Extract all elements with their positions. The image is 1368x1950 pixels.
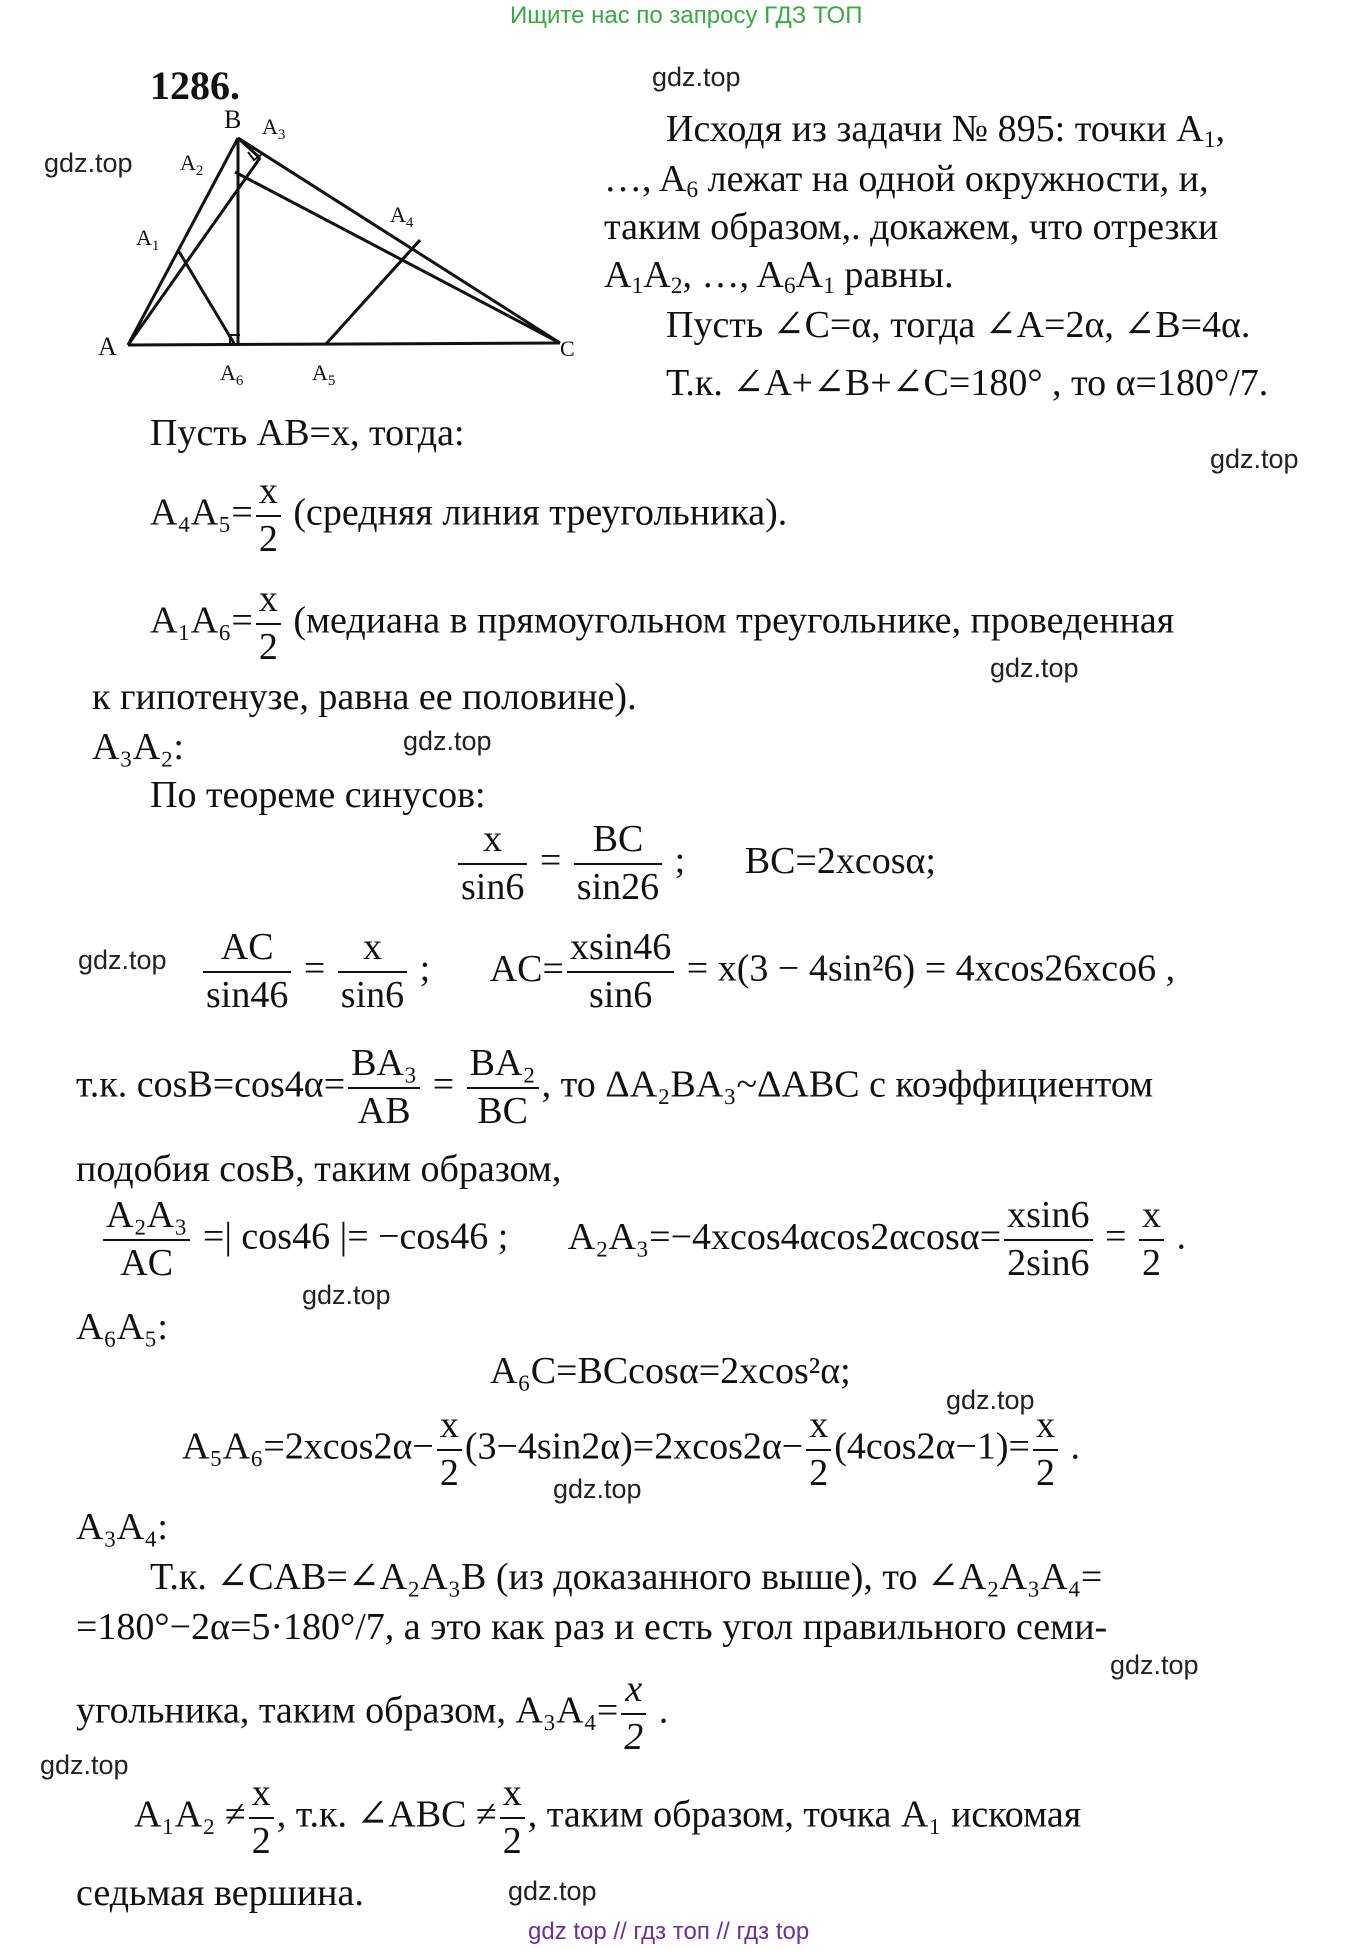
equation-5: A₅A₆=2xcos2α− $\frac{x}{2}$ (3−4sin2α)=2xcos2α− $\frac{x}{2}$ (4cos2α−1)= $\frac{x}{2}$ . — [182, 1404, 1080, 1494]
segment-a2c — [235, 172, 560, 343]
section-heading: A₃A₄: — [76, 1506, 168, 1548]
watermark: gdz.top — [990, 653, 1079, 683]
final-line: Т.к. ∠CAB=∠A₂A₃B (из доказанного выше), то ∠A₂A₃A₄= — [150, 1556, 1103, 1598]
segment-a4a5 — [326, 240, 420, 344]
fig-label: $A_4$ — [390, 202, 414, 231]
a1a6-line: A₁A₆= $\frac{x}{2}$ (медиана в прямоугольном треугольнике, проведенная — [150, 578, 1175, 668]
equation-4: A₆C=BCcosα=2xcos²α; — [490, 1350, 851, 1392]
equation-1: $\frac{x}{\sin 6}$ = $\frac{BC}{\sin 26}$ ; BC=2xcosα; — [455, 820, 936, 908]
watermark: gdz.top — [1210, 444, 1299, 474]
triangle-figure — [90, 100, 610, 390]
final-line: угольника, таким образом, A₃A₄= $\frac{x}{2}$ . — [76, 1668, 669, 1758]
fig-label: $A_6$ — [220, 360, 244, 389]
altitude-a — [128, 158, 260, 345]
conclusion-line: седьмая вершина. — [76, 1872, 364, 1914]
fig-label: B — [224, 105, 242, 134]
section-heading: A₆A₅: — [76, 1306, 168, 1348]
watermark: gdz.top — [40, 1750, 129, 1780]
equation-3: $\frac{\text{A₂A₃}}{AC}$ =| cos46 |= −cos46 ; A₂A₃=−4xcos4αcos2αcosα= $\frac{xsin6}{2\sin 6}$ = $\frac{x}{2}$ . — [100, 1196, 1186, 1284]
watermark: gdz.top — [403, 726, 492, 756]
side-ac — [128, 343, 560, 345]
conclusion-line: A₁A₂ ≠ $\frac{x}{2}$ , т.к. ∠ABC ≠ $\frac{x}{2}$ , таким образом, точка A₁ искомая — [134, 1772, 1082, 1862]
intro-line: …, $A_6$ лежат на одной окружности, и, — [604, 158, 1209, 203]
intro-line: Исходя из задачи № 895: точки $A_1$, — [666, 108, 1225, 153]
let-ab-line: Пусть AB=x, тогда: — [150, 412, 465, 454]
watermark: gdz.top — [652, 62, 741, 92]
a4a5-line: A₄A₅= $\frac{x}{2}$ (средняя линия треугольника). — [150, 470, 788, 560]
problem-number: 1286. — [150, 63, 240, 108]
intro-line: Т.к. ∠A+∠B+∠C=180° , то α=180°/7. — [666, 362, 1269, 404]
final-line: =180°−2α=5·180°/7, а это как раз и есть угол правильного семи- — [76, 1606, 1108, 1648]
intro-line: таким образом,. докажем, что отрезки — [604, 206, 1219, 248]
header-search-link[interactable]: Ищите нас по запросу ГДЗ ТОП — [510, 2, 863, 29]
sine-theorem-line: По теореме синусов: — [150, 774, 486, 816]
watermark: gdz.top — [78, 945, 167, 975]
fig-label: $A_3$ — [262, 114, 286, 143]
watermark: gdz.top — [44, 148, 133, 178]
cos-line: т.к. cosB=cos4α= $\frac{\text{BA₃}}{AB}$ = $\frac{\text{BA₂}}{BC}$ , то ΔA₂BA₃~ΔABC с коэффициентом — [76, 1042, 1154, 1132]
fig-label: $A_5$ — [312, 360, 336, 389]
intro-line: Пусть ∠C=α, тогда ∠A=2α, ∠B=4α. — [666, 304, 1251, 346]
similarity-line: подобия cosB, таким образом, — [76, 1148, 562, 1190]
footer-links[interactable]: gdz top // гдз топ // гдз top — [528, 1918, 810, 1945]
equation-2: $\frac{AC}{\sin 46}$ = $\frac{x}{\sin 6}$ ; AC= $\frac{xsin46}{\sin 6}$ = x(3 − 4sin²6) = 4xcos26xco6 , — [200, 928, 1175, 1016]
watermark: gdz.top — [1110, 1650, 1199, 1680]
a1a6-note-cont: к гипотенузе, равна ее половине). — [92, 676, 637, 718]
section-heading: A₃A₂: — [92, 726, 184, 768]
fig-label: A — [98, 332, 117, 361]
watermark: gdz.top — [508, 1876, 597, 1906]
intro-line: $A_1A_2$, …, $A_6A_1$ равны. — [604, 254, 954, 299]
watermark: gdz.top — [553, 1474, 642, 1504]
fig-label: $A_2$ — [180, 150, 204, 179]
watermark: gdz.top — [302, 1280, 391, 1310]
segment-a1a6 — [178, 250, 235, 345]
fig-label: $A_1$ — [136, 225, 160, 254]
side-bc — [238, 138, 560, 343]
fig-label: C — [560, 336, 575, 361]
watermark: gdz.top — [946, 1385, 1035, 1415]
